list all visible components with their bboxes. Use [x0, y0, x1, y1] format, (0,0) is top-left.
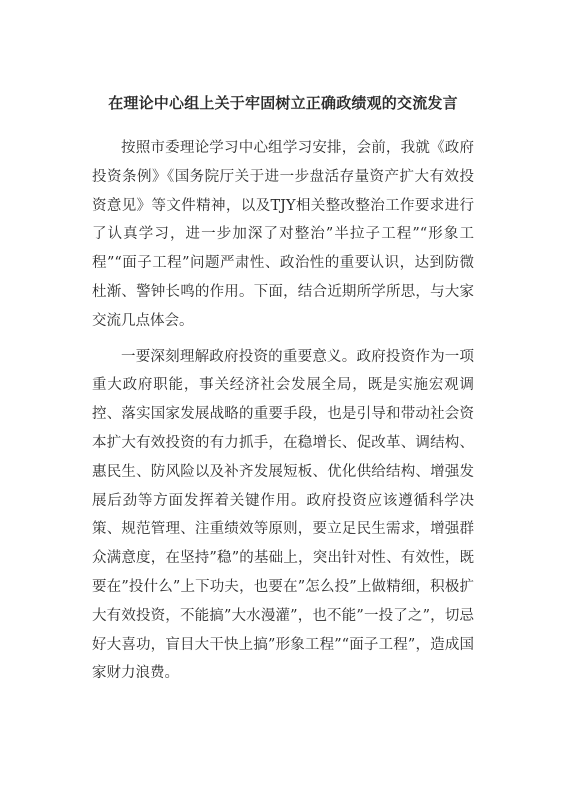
- paragraph-intro: 按照市委理论学习中心组学习安排，会前，我就《政府投资条例》《国务院厅关于进一步盘活存量资产扩大有效投资意见》等文件精神，以及TJY相关整改整治工作要求进行了认真学习，进一步加深了对整治”半拉子工程”“形象工程”“面子工程”问题严肃性、政治性的重要认识，达到防微杜渐、警钟长鸣的作用。下面，结合近期所学所思，与大家交流几点体会。: [92, 140, 474, 329]
- paragraph-point-one: 一要深刻理解政府投资的重要意义。政府投资作为一项重大政府职能，事关经济社会发展全局，既是实施宏观调控、落实国家发展战略的重要手段，也是引导和带动社会资本扩大有效投资的有力抓手，在稳增长、促改革、调结构、惠民生、防风险以及补齐发展短板、优化供给结构、增强发展后劲等方面发挥着关键作用。政府投资应该遵循科学决策、规范管理、注重绩效等原则，要立足民生需求，增强群众满意度，在坚持”稳”的基础上，突出针对性、有效性，既要在”投什么”上下功夫，也要在”怎么投”上做精细，积极扩大有效投资，不能搞”大水漫灌”，也不能”一投了之”，切忌好大喜功，盲目大干快上搞”形象工程”“面子工程”，造成国家财力浪费。: [92, 348, 474, 682]
- document-title: 在理论中心组上关于牢固树立正确政绩观的交流发言: [108, 94, 458, 112]
